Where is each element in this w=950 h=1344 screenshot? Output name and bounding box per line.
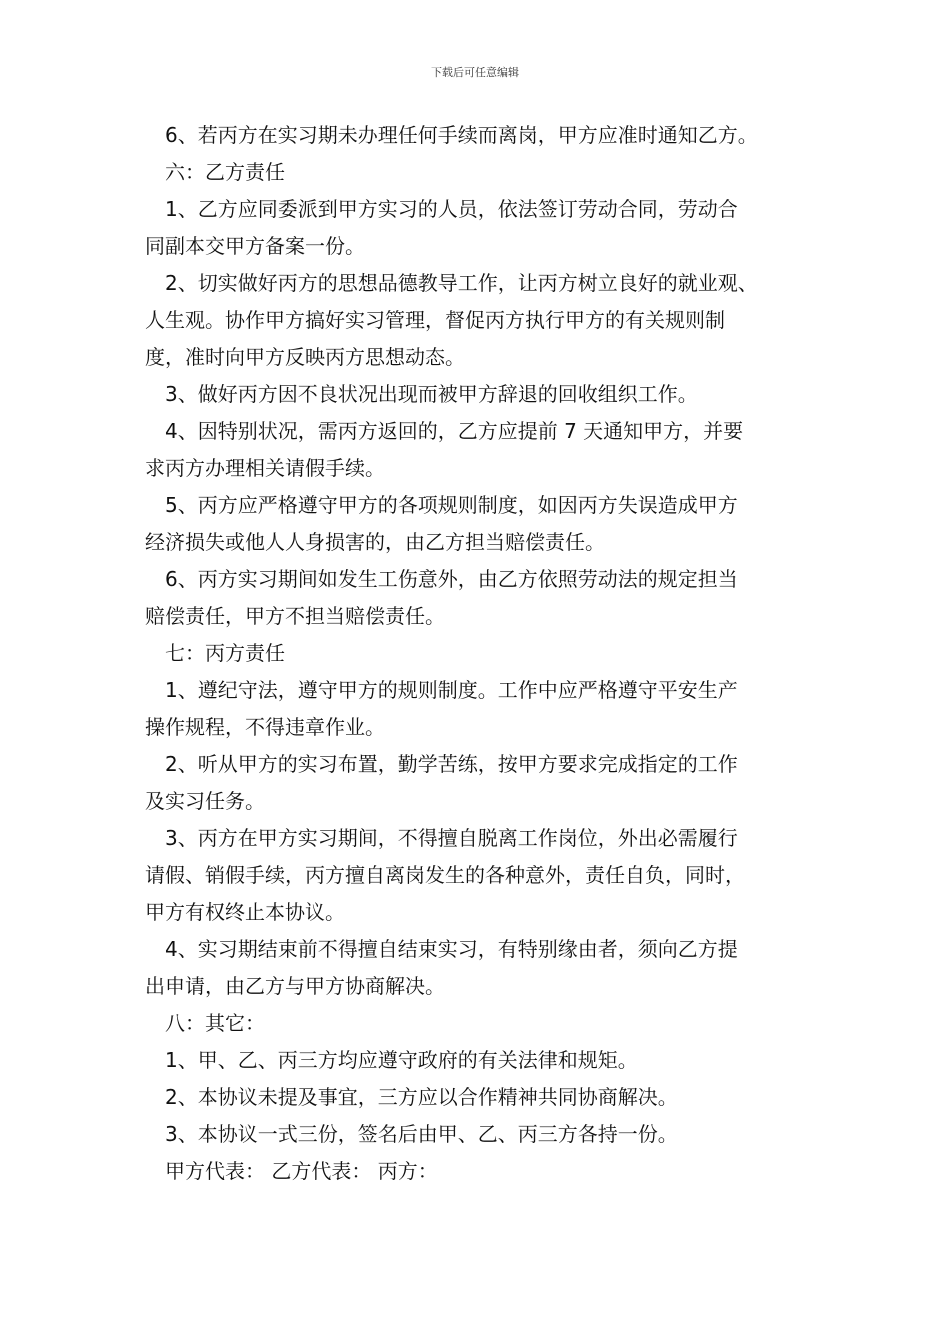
text-line: 3、丙方在甲方实习期间，不得擅自脱离工作岗位，外出必需履行 [165, 826, 738, 850]
text-line: 八：其它： [165, 1011, 265, 1035]
text-line: 2、听从甲方的实习布置，勤学苦练，按甲方要求完成指定的工作 [165, 752, 738, 776]
text-line: 六：乙方责任 [165, 160, 285, 184]
text-line: 2、本协议未提及事宜，三方应以合作精神共同协商解决。 [165, 1085, 678, 1109]
text-line: 经济损失或他人人身损害的，由乙方担当赔偿责任。 [145, 530, 605, 554]
text-line: 操作规程，不得违章作业。 [145, 715, 385, 739]
text-line: 请假、销假手续，丙方擅自离岗发生的各种意外，责任自负，同时， [145, 863, 745, 887]
text-line: 赔偿责任，甲方不担当赔偿责任。 [145, 604, 445, 628]
text-line: 七：丙方责任 [165, 641, 285, 665]
text-line: 4、因特别状况，需丙方返回的，乙方应提前 7 天通知甲方，并要 [165, 419, 744, 443]
text-line: 度，准时向甲方反映丙方思想动态。 [145, 345, 465, 369]
text-line: 1、乙方应同委派到甲方实习的人员，依法签订劳动合同，劳动合 [165, 197, 738, 221]
text-line: 3、本协议一式三份，签名后由甲、乙、丙三方各持一份。 [165, 1122, 678, 1146]
text-line: 2、切实做好丙方的思想品德教导工作，让丙方树立良好的就业观、 [165, 271, 758, 295]
text-line: 1、遵纪守法，遵守甲方的规则制度。工作中应严格遵守平安生产 [165, 678, 738, 702]
text-line: 求丙方办理相关请假手续。 [145, 456, 385, 480]
text-line: 5、丙方应严格遵守甲方的各项规则制度，如因丙方失误造成甲方 [165, 493, 738, 517]
text-line: 4、实习期结束前不得擅自结束实习，有特别缘由者，须向乙方提 [165, 937, 738, 961]
document-body [145, 117, 810, 1190]
text-line: 6、若丙方在实习期未办理任何手续而离岗，甲方应准时通知乙方。 [165, 123, 758, 147]
text-line: 出申请，由乙方与甲方协商解决。 [145, 974, 445, 998]
text-line: 人生观。协作甲方搞好实习管理，督促丙方执行甲方的有关规则制 [145, 308, 725, 332]
text-line: 甲方有权终止本协议。 [145, 900, 345, 924]
text-line: 甲方代表： 乙方代表： 丙方： [165, 1159, 438, 1183]
page-header: 下载后可任意编辑 [431, 66, 519, 79]
text-line: 1、甲、乙、丙三方均应遵守政府的有关法律和规矩。 [165, 1048, 638, 1072]
text-line: 同副本交甲方备案一份。 [145, 234, 365, 258]
text-line: 6、丙方实习期间如发生工伤意外，由乙方依照劳动法的规定担当 [165, 567, 738, 591]
text-line: 及实习任务。 [145, 789, 265, 813]
text-line: 3、做好丙方因不良状况出现而被甲方辞退的回收组织工作。 [165, 382, 698, 406]
